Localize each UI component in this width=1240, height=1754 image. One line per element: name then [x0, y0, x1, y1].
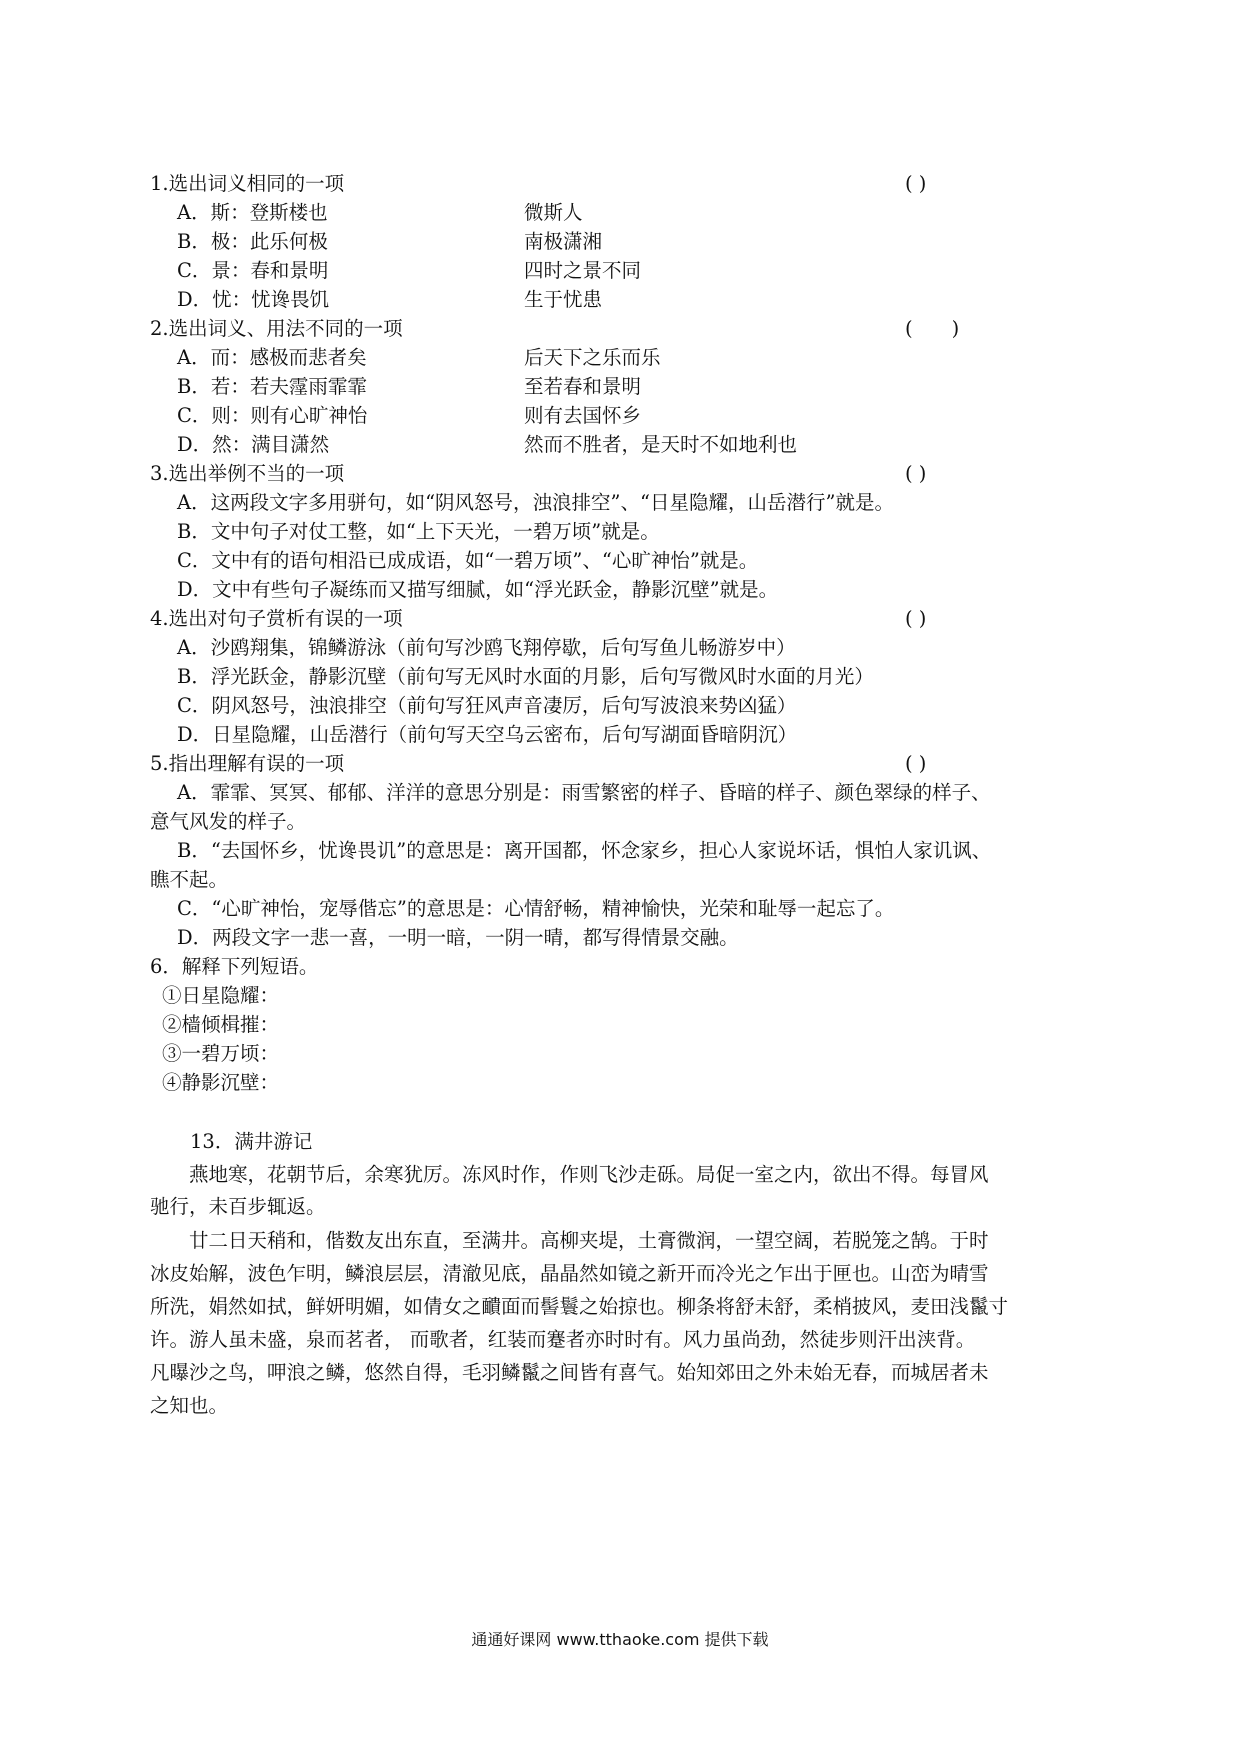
question-6-title: 6．解释下列短语。: [150, 955, 319, 978]
question-2-option-b-compare: 至若春和景明: [524, 375, 642, 398]
question-2-option-b: B．若：若夫霪雨霏霏: [177, 375, 367, 398]
question-5-title: 5.指出理解有误的一项: [150, 752, 345, 775]
question-2-option-a: A．而：感极而悲者矣: [177, 346, 367, 369]
question-6-item-2: ②樯倾楫摧：: [162, 1013, 280, 1036]
question-3-option-d: D．文中有些句子凝练而又描写细腻，如“浮光跃金，静影沉壁”就是。: [177, 578, 779, 601]
passage-paragraph-2-line-3: 所洗，娟然如拭，鲜妍明媚，如倩女之靧面而髻鬟之始掠也。柳条将舒未舒，柔梢披风，麦田浅鬣寸: [150, 1295, 1009, 1318]
question-2-answer-bracket: ( ): [905, 317, 960, 340]
question-1-title: 1.选出词义相同的一项: [150, 172, 345, 195]
question-4-answer-bracket: ( ): [905, 607, 927, 630]
question-2-option-c: C．则：则有心旷神怡: [177, 404, 368, 427]
question-6-item-1: ①日星隐耀：: [162, 984, 280, 1007]
question-1-option-a-compare: 微斯人: [524, 201, 583, 224]
question-6-item-3: ③一碧万顷：: [162, 1042, 280, 1065]
question-1-option-a: A．斯：登斯楼也: [177, 201, 328, 224]
question-6-item-4: ④静影沉壁：: [162, 1071, 280, 1094]
passage-paragraph-2-line-1: 廿二日天稍和，偕数友出东直，至满井。高柳夹堤，土膏微润，一望空阔，若脱笼之鹄。于时: [150, 1229, 989, 1252]
question-4-option-c: C．阴风怒号，浊浪排空（前句写狂风声音凄厉，后句写波浪来势凶猛）: [177, 694, 797, 717]
question-5-option-c: C．“心旷神怡，宠辱偕忘”的意思是：心情舒畅，精神愉快，光荣和耻辱一起忘了。: [177, 897, 895, 920]
question-3-option-c: C．文中有的语句相沿已成成语，如“一碧万顷”、“心旷神怡”就是。: [177, 549, 759, 572]
question-1-option-d-compare: 生于忧患: [524, 288, 603, 311]
question-5-option-a-line-2: 意气风发的样子。: [150, 810, 307, 833]
question-1-option-c: C．景：春和景明: [177, 259, 329, 282]
question-4-option-b: B．浮光跃金，静影沉壁（前句写无风时水面的月影，后句写微风时水面的月光）: [177, 665, 874, 688]
question-1-option-d: D．忧：忧谗畏饥: [177, 288, 330, 311]
question-2-option-a-compare: 后天下之乐而乐: [524, 346, 661, 369]
question-1-option-b: B．极：此乐何极: [177, 230, 328, 253]
question-1-option-b-compare: 南极潇湘: [524, 230, 603, 253]
page-footer: 通通好课网 www.tthaoke.com 提供下载: [471, 1630, 769, 1649]
question-3-answer-bracket: ( ): [905, 462, 927, 485]
question-5-option-b-line-1: B．“去国怀乡，忧谗畏讥”的意思是：离开国都，怀念家乡，担心人家说坏话，惧怕人家讥讽、: [177, 839, 992, 862]
question-2-title: 2.选出词义、用法不同的一项: [150, 317, 403, 340]
passage-paragraph-2-line-6: 之知也。: [150, 1394, 229, 1417]
question-1-answer-bracket: ( ): [905, 172, 927, 195]
question-3-title: 3.选出举例不当的一项: [150, 462, 345, 485]
question-5-option-b-line-2: 瞧不起。: [150, 868, 229, 891]
question-3-option-a: A．这两段文字多用骈句，如“阴风怒号，浊浪排空”、“日星隐耀，山岳潜行”就是。: [177, 491, 894, 514]
passage-title: 13．满井游记: [190, 1130, 313, 1153]
question-5-option-a-line-1: A．霏霏、冥冥、郁郁、洋洋的意思分别是：雨雪繁密的样子、昏暗的样子、颜色翠绿的样子、: [177, 781, 991, 804]
passage-paragraph-1-line-1: 燕地寒，花朝节后，余寒犹厉。冻风时作，作则飞沙走砾。局促一室之内，欲出不得。每冒风: [150, 1163, 989, 1186]
question-4-option-d: D．日星隐耀，山岳潜行（前句写天空乌云密布，后句写湖面昏暗阴沉）: [177, 723, 798, 746]
question-4-option-a: A．沙鸥翔集，锦鳞游泳（前句写沙鸥飞翔停歇，后句写鱼儿畅游岁中）: [177, 636, 796, 659]
question-5-answer-bracket: ( ): [905, 752, 927, 775]
question-2-option-d: D．然：满目潇然: [177, 433, 330, 456]
question-5-option-d: D．两段文字一悲一喜，一明一暗，一阴一晴，都写得情景交融。: [177, 926, 739, 949]
passage-paragraph-2-line-2: 冰皮始解，波色乍明，鳞浪层层，清澈见底，晶晶然如镜之新开而冷光之乍出于匣也。山峦为晴雪: [150, 1262, 989, 1285]
question-4-title: 4.选出对句子赏析有误的一项: [150, 607, 403, 630]
question-1-option-c-compare: 四时之景不同: [524, 259, 642, 282]
question-2-option-c-compare: 则有去国怀乡: [524, 404, 642, 427]
passage-paragraph-2-line-5: 凡曝沙之鸟，呷浪之鳞，悠然自得，毛羽鳞鬣之间皆有喜气。始知郊田之外未始无春，而城居者未: [150, 1361, 989, 1384]
passage-paragraph-1-line-2: 驰行，未百步辄返。: [150, 1195, 326, 1218]
question-3-option-b: B．文中句子对仗工整，如“上下天光，一碧万顷”就是。: [177, 520, 660, 543]
passage-paragraph-2-line-4: 许。游人虽未盛，泉而茗者， 而歌者，红装而蹇者亦时时有。风力虽尚劲，然徒步则汗出浃背。: [150, 1328, 976, 1351]
question-2-option-d-compare: 然而不胜者，是天时不如地利也: [524, 433, 798, 456]
